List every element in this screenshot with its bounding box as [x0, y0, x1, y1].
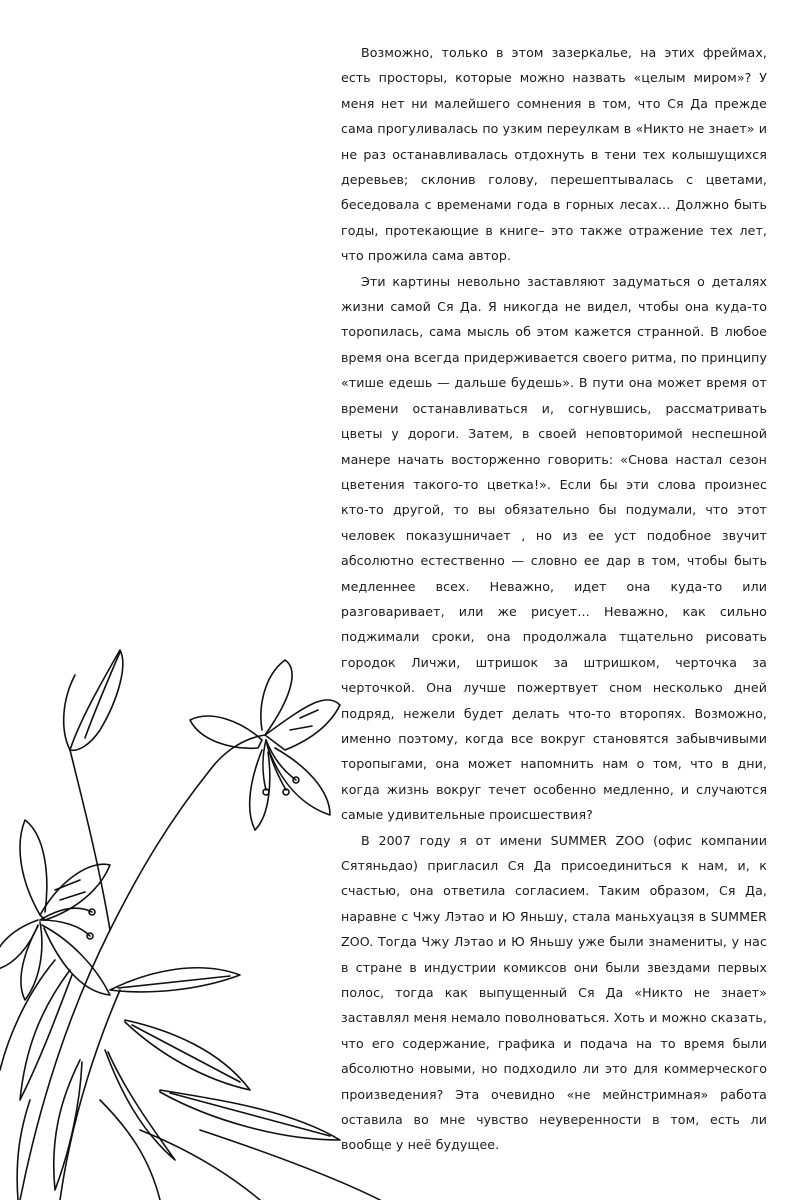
- paragraph-1: Возможно, только в этом зазеркалье, на этих фреймах, есть просторы, которые можно назвать «целым миром»? У меня нет ни малейшего сомнения в том, что Ся Да прежде сама прогуливалась по узким переулкам в «Никто не знает» и не раз останавливалась отдохнуть в тени тех колышущихся деревьев; склонив голову, перешептывалась с цветами, беседовала с временами года в горных лесах… Должно быть годы, протекающие в книге– это также отражение тех лет, что прожила сама автор.: [341, 45, 767, 264]
- paragraph-3: В 2007 году я от имени SUMMER ZOO (офис компании Сятяньдао) пригласил Ся Да присоединиться к нам, и, к счастью, она ответила согласием. Таким образом, Ся Да, наравне с Чжу Лэтао и Ю Яньшу, стала маньхуацзя в SUMMER ZOO. Тогда Чжу Лэтао и Ю Яньшу уже были знамениты, у нас в стране в индустрии комиксов они были звездами первых полос, тогда как выпущенный Ся Да «Никто не знает» заставлял меня немало поволноваться. Хоть и можно сказать, что его содержание, графика и подача на то время были абсолютно новыми, но подходило ли это для коммерческого произведения? Эта очевидно «не мейнстримная» работа оставила во мне чувство неуверенности в том, есть ли вообще у неё будущее.: [341, 832, 767, 1153]
- paragraph-2: Эти картины невольно заставляют задуматься о деталях жизни самой Ся Да. Я никогда не видел, чтобы она куда-то торопилась, сама мысль об этом кажется странной. В любое время она всегда придерживается своего ритма, по принципу «тише едешь — дальше будешь». В пути она может время от времени останавливаться и, согнувшись, рассматривать цветы у дороги. Затем, в своей неповторимой неспешной манере начать восторженно говорить: «Снова настал сезон цветения такого-то цветка!». Если бы эти слова произнес кто-то другой, то вы обязательно бы подумали, что этот человек показушничает , но из ее уст подобное звучит абсолютно естественно — словно ее дар в том, чтобы быть медленнее всех. Неважно, идет она куда-то или разговаривает, или же рисует… Неважно, как сильно поджимали сроки, она продолжала тщательно рисовать городок Личжи, штришок за штришком, черточка за черточкой. Она лучше пожертвует сном несколько дней подряд, нежели будет делать что-то второпях. Возможно, именно поэтому, когда все вокруг становятся забывчивыми торопыгами, она может напомнить нам о том, что в дни, когда жизнь вокруг течет особенно медленно, и случаются самые удивительные происшествия?: [341, 273, 767, 823]
- lily-flower-illustration: [0, 630, 440, 1200]
